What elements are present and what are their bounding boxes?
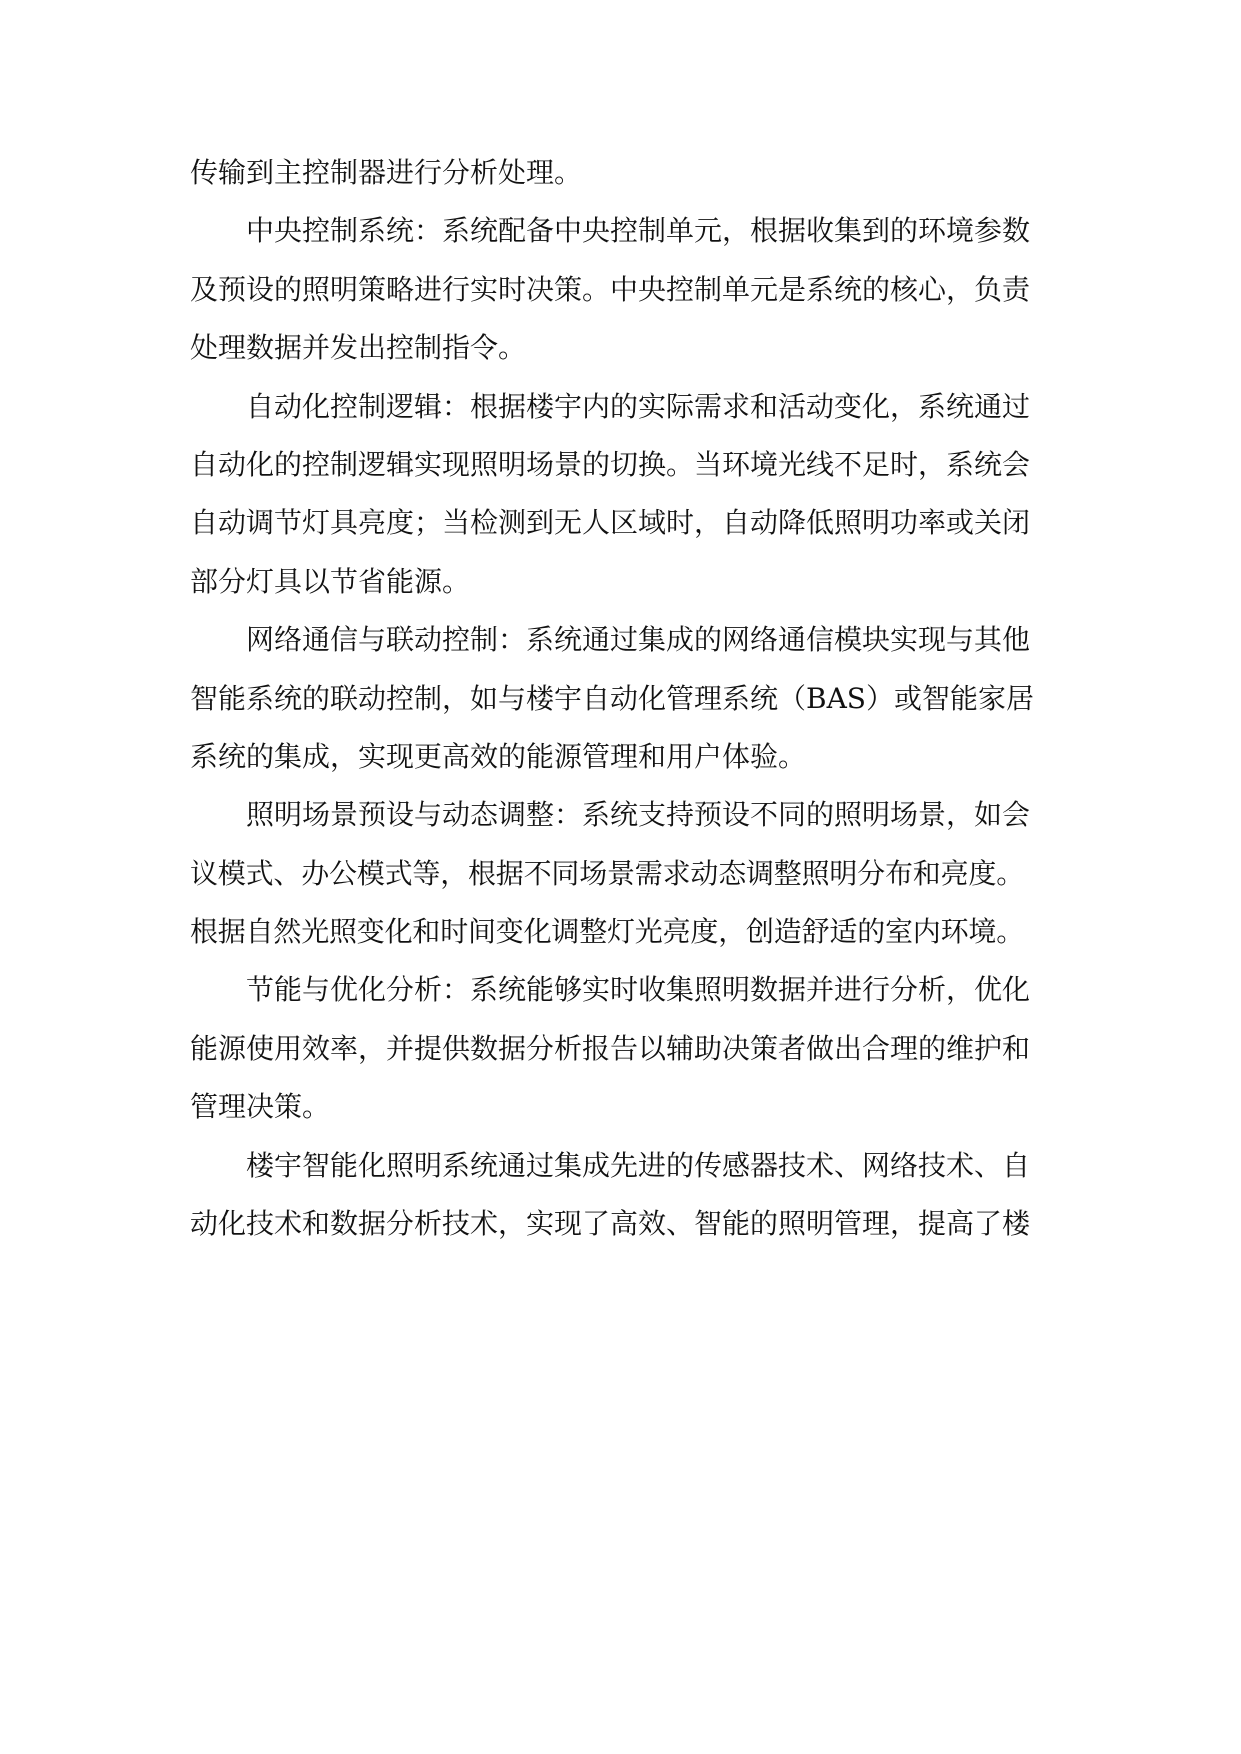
paragraph-network-communication-start: 网络通信与联动控制：系统通过集成的网络通信模块实现与其他	[246, 623, 1031, 657]
paragraph-lighting-scene-start: 照明场景预设与动态调整：系统支持预设不同的照明场景，如会	[246, 798, 1031, 832]
text-line: 自动化的控制逻辑实现照明场景的切换。当环境光线不足时，系统会	[190, 447, 1031, 481]
text-line: 智能系统的联动控制，如与楼宇自动化管理系统（BAS）或智能家居	[190, 681, 1034, 715]
text-line: 及预设的照明策略进行实时决策。中央控制单元是系统的核心，负责	[190, 272, 1031, 306]
text-line: 动化技术和数据分析技术，实现了高效、智能的照明管理，提高了楼	[190, 1207, 1031, 1241]
text-line: 部分灯具以节省能源。	[190, 564, 471, 598]
text-line: 能源使用效率，并提供数据分析报告以辅助决策者做出合理的维护和	[190, 1031, 1031, 1065]
paragraph-central-control-start: 中央控制系统：系统配备中央控制单元，根据收集到的环境参数	[246, 214, 1031, 248]
paragraph-energy-optimization-start: 节能与优化分析：系统能够实时收集照明数据并进行分析，优化	[246, 973, 1031, 1007]
text-line: 议模式、办公模式等，根据不同场景需求动态调整照明分布和亮度。	[190, 856, 1025, 890]
text-line: 系统的集成，实现更高效的能源管理和用户体验。	[190, 739, 807, 773]
text-line: 传输到主控制器进行分析处理。	[190, 156, 583, 189]
paragraph-summary-start: 楼宇智能化照明系统通过集成先进的传感器技术、网络技术、自	[246, 1148, 1031, 1182]
text-line: 处理数据并发出控制指令。	[190, 331, 527, 365]
document-body	[190, 144, 1070, 1253]
text-line: 自动调节灯具亮度；当检测到无人区域时，自动降低照明功率或关闭	[190, 506, 1031, 540]
text-line: 根据自然光照变化和时间变化调整灯光亮度，创造舒适的室内环境。	[190, 915, 1025, 949]
text-line: 管理决策。	[190, 1090, 331, 1124]
paragraph-automation-logic-start: 自动化控制逻辑：根据楼宇内的实际需求和活动变化，系统通过	[246, 389, 1031, 423]
